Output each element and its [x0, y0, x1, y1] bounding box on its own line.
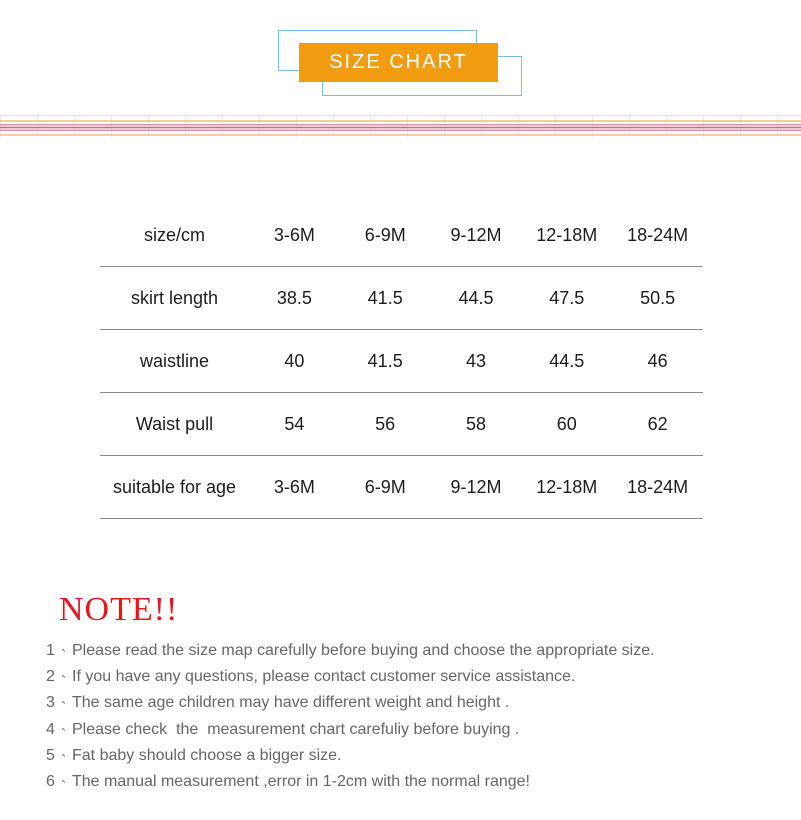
note-item	[46, 769, 655, 795]
enumeration-comma-icon	[58, 694, 72, 712]
note-text: Please check the measurement chart carefuliy before buying .	[72, 720, 520, 738]
note-item	[46, 664, 655, 690]
note-text: The manual measurement ,error in 1-2cm with the normal range!	[72, 773, 530, 791]
note-item	[46, 743, 655, 769]
note-item	[46, 638, 655, 664]
enumeration-comma-icon	[58, 721, 72, 739]
striped-divider	[0, 115, 801, 137]
note-number: 2	[46, 668, 55, 686]
row-label: Waist pull	[135, 414, 214, 434]
note-text: Fat baby should choose a bigger size.	[72, 746, 342, 764]
table-row	[100, 456, 703, 519]
table-column-header: 18-24M	[627, 225, 689, 245]
note-heading: NOTE!!	[59, 591, 179, 628]
enumeration-comma-icon	[58, 747, 72, 765]
cell-value: 58	[465, 414, 486, 434]
row-label: waistline	[139, 351, 210, 371]
note-number: 1	[46, 642, 55, 660]
table-column-header: 12-18M	[536, 225, 598, 245]
note-number: 5	[46, 746, 55, 764]
table-column-header: 9-12M	[450, 225, 502, 245]
cell-value: 44.5	[458, 288, 494, 308]
table-row	[100, 330, 703, 393]
enumeration-comma-icon	[58, 642, 72, 660]
table-column-header: 6-9M	[364, 225, 406, 245]
cell-value: 41.5	[367, 288, 403, 308]
cell-value: 41.5	[367, 351, 403, 371]
table-row	[100, 267, 703, 330]
note-text: Please read the size map carefully before buying and choose the appropriate size.	[72, 642, 655, 660]
cell-value: 3-6M	[273, 477, 315, 497]
cell-value: 47.5	[549, 288, 585, 308]
cell-value: 54	[284, 414, 305, 434]
cell-value: 6-9M	[364, 477, 406, 497]
cell-value: 40	[284, 351, 305, 371]
cell-value: 44.5	[549, 351, 585, 371]
note-item	[46, 717, 655, 743]
cell-value: 38.5	[276, 288, 312, 308]
table-header-row	[100, 204, 703, 267]
note-number: 6	[46, 773, 55, 791]
note-number: 4	[46, 720, 55, 738]
cell-value: 46	[647, 351, 668, 371]
cell-value: 60	[556, 414, 577, 434]
cell-value: 62	[647, 414, 668, 434]
size-table	[100, 204, 703, 519]
table-unit-label: size/cm	[143, 225, 205, 245]
table-column-header: 3-6M	[273, 225, 315, 245]
note-number: 3	[46, 694, 55, 712]
row-label: suitable for age	[112, 477, 237, 497]
note-text: If you have any questions, please contact customer service assistance.	[72, 668, 576, 686]
page-title: SIZE CHART	[299, 43, 498, 82]
cell-value: 18-24M	[627, 477, 689, 497]
cell-value: 12-18M	[536, 477, 598, 497]
cell-value: 43	[465, 351, 486, 371]
notes-list	[46, 638, 655, 795]
cell-value: 50.5	[640, 288, 676, 308]
note-item	[46, 690, 655, 716]
table-row	[100, 393, 703, 456]
row-label: skirt length	[130, 288, 219, 308]
cell-value: 9-12M	[450, 477, 502, 497]
enumeration-comma-icon	[58, 668, 72, 686]
note-text: The same age children may have different weight and height .	[72, 694, 510, 712]
enumeration-comma-icon	[58, 773, 72, 791]
cell-value: 56	[375, 414, 396, 434]
